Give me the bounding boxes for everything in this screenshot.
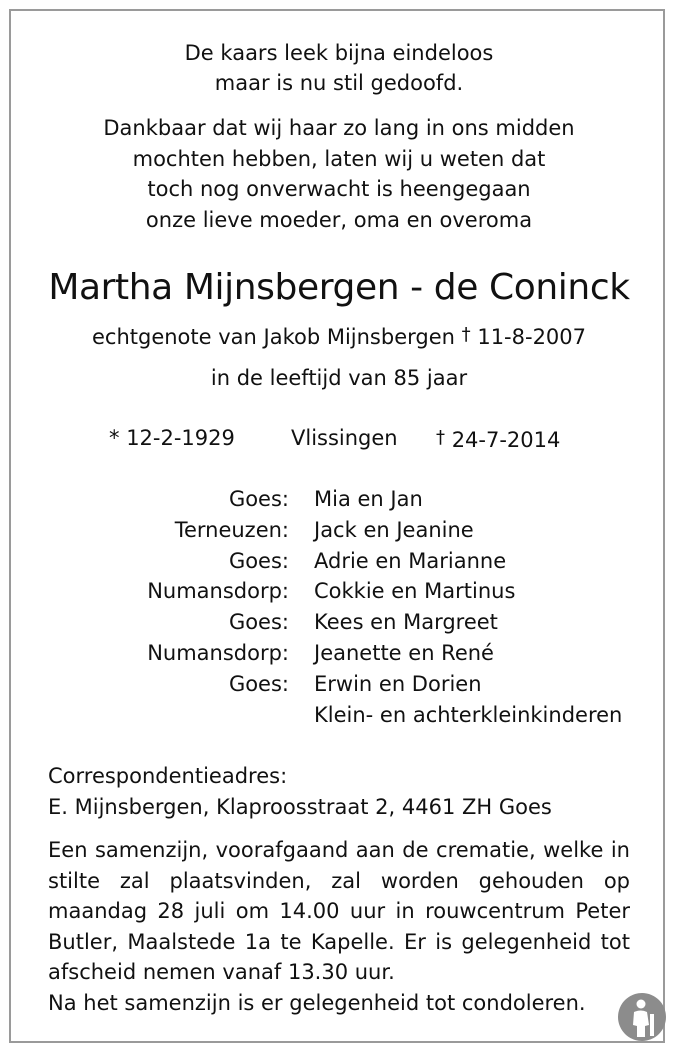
cross-icon: † xyxy=(461,324,471,345)
service-text: Een samenzijn, voorafgaand aan de crematie, welke in stilte zal plaatsvinden, zal worden gehouden op maandag 28 juli om 14.00 uur in rouwcentrum Peter Butler, Maalstede 1a te Kapelle. Er is gelegenheid tot afscheid nemen vanaf 13.30 uur. xyxy=(48,838,630,984)
family-row xyxy=(0,576,678,607)
family-row xyxy=(0,515,678,546)
correspondence-address: E. Mijnsbergen, Klaproosstraat 2, 4461 ZH Goes xyxy=(48,795,552,819)
poem-line: maar is nu stil gedoofd. xyxy=(214,71,464,95)
family-names: Adrie en Marianne xyxy=(314,548,507,573)
death-place: Vlissingen xyxy=(291,426,398,450)
family-list xyxy=(0,484,678,730)
death-info xyxy=(436,423,560,455)
family-place: Numansdorp: xyxy=(147,579,289,604)
deceased-name: Martha Mijnsbergen - de Coninck xyxy=(48,267,630,308)
service-block xyxy=(48,835,630,1018)
poem-stanza-2 xyxy=(0,113,678,235)
family-place: Goes: xyxy=(228,671,289,696)
family-row xyxy=(0,669,678,700)
poem-line: Dankbaar dat wij haar zo lang in ons midden xyxy=(103,116,575,140)
birth-star-icon: * xyxy=(109,426,120,450)
family-place: Goes: xyxy=(228,610,289,635)
family-row xyxy=(0,484,678,515)
family-place: Goes: xyxy=(228,487,289,511)
birth-date: 12-2-1929 xyxy=(126,426,235,450)
family-names: Klein- en achterkleinkinderen xyxy=(314,702,623,727)
family-row xyxy=(0,638,678,669)
family-row xyxy=(0,546,678,577)
service-closing: Na het samenzijn is er gelegenheid tot condoleren. xyxy=(48,990,586,1015)
family-row xyxy=(0,607,678,638)
poem-stanza-1 xyxy=(0,38,678,98)
poem-line: toch nog onverwacht is heengegaan xyxy=(147,177,531,201)
family-names: Mia en Jan xyxy=(314,487,423,511)
family-names: Kees en Margreet xyxy=(314,610,498,635)
death-date: 24-7-2014 xyxy=(451,428,561,452)
mourning-figure-icon xyxy=(617,992,667,1042)
family-names: Jack en Jeanine xyxy=(314,517,474,542)
spouse-text: echtgenote van Jakob Mijnsbergen xyxy=(91,325,455,349)
family-place: Numansdorp: xyxy=(147,640,289,665)
family-names: Jeanette en René xyxy=(314,640,494,665)
spouse-death-date: 11-8-2007 xyxy=(477,325,587,349)
spouse-line xyxy=(0,320,678,352)
correspondence-label: Correspondentieadres: xyxy=(48,764,288,788)
family-names: Erwin en Dorien xyxy=(314,671,482,696)
poem-line: onze lieve moeder, oma en overoma xyxy=(145,207,533,232)
family-names: Cokkie en Martinus xyxy=(314,579,516,604)
age-line: in de leeftijd van 85 jaar xyxy=(210,366,468,390)
poem-line: De kaars leek bijna eindeloos xyxy=(184,41,494,65)
poem-line: mochten hebben, laten wij u weten dat xyxy=(132,146,546,171)
birth-info xyxy=(109,423,235,453)
cross-icon: † xyxy=(436,427,445,448)
family-place: Goes: xyxy=(228,548,289,573)
correspondence-block xyxy=(48,761,630,823)
family-row xyxy=(0,700,678,731)
family-place: Terneuzen: xyxy=(174,517,289,542)
